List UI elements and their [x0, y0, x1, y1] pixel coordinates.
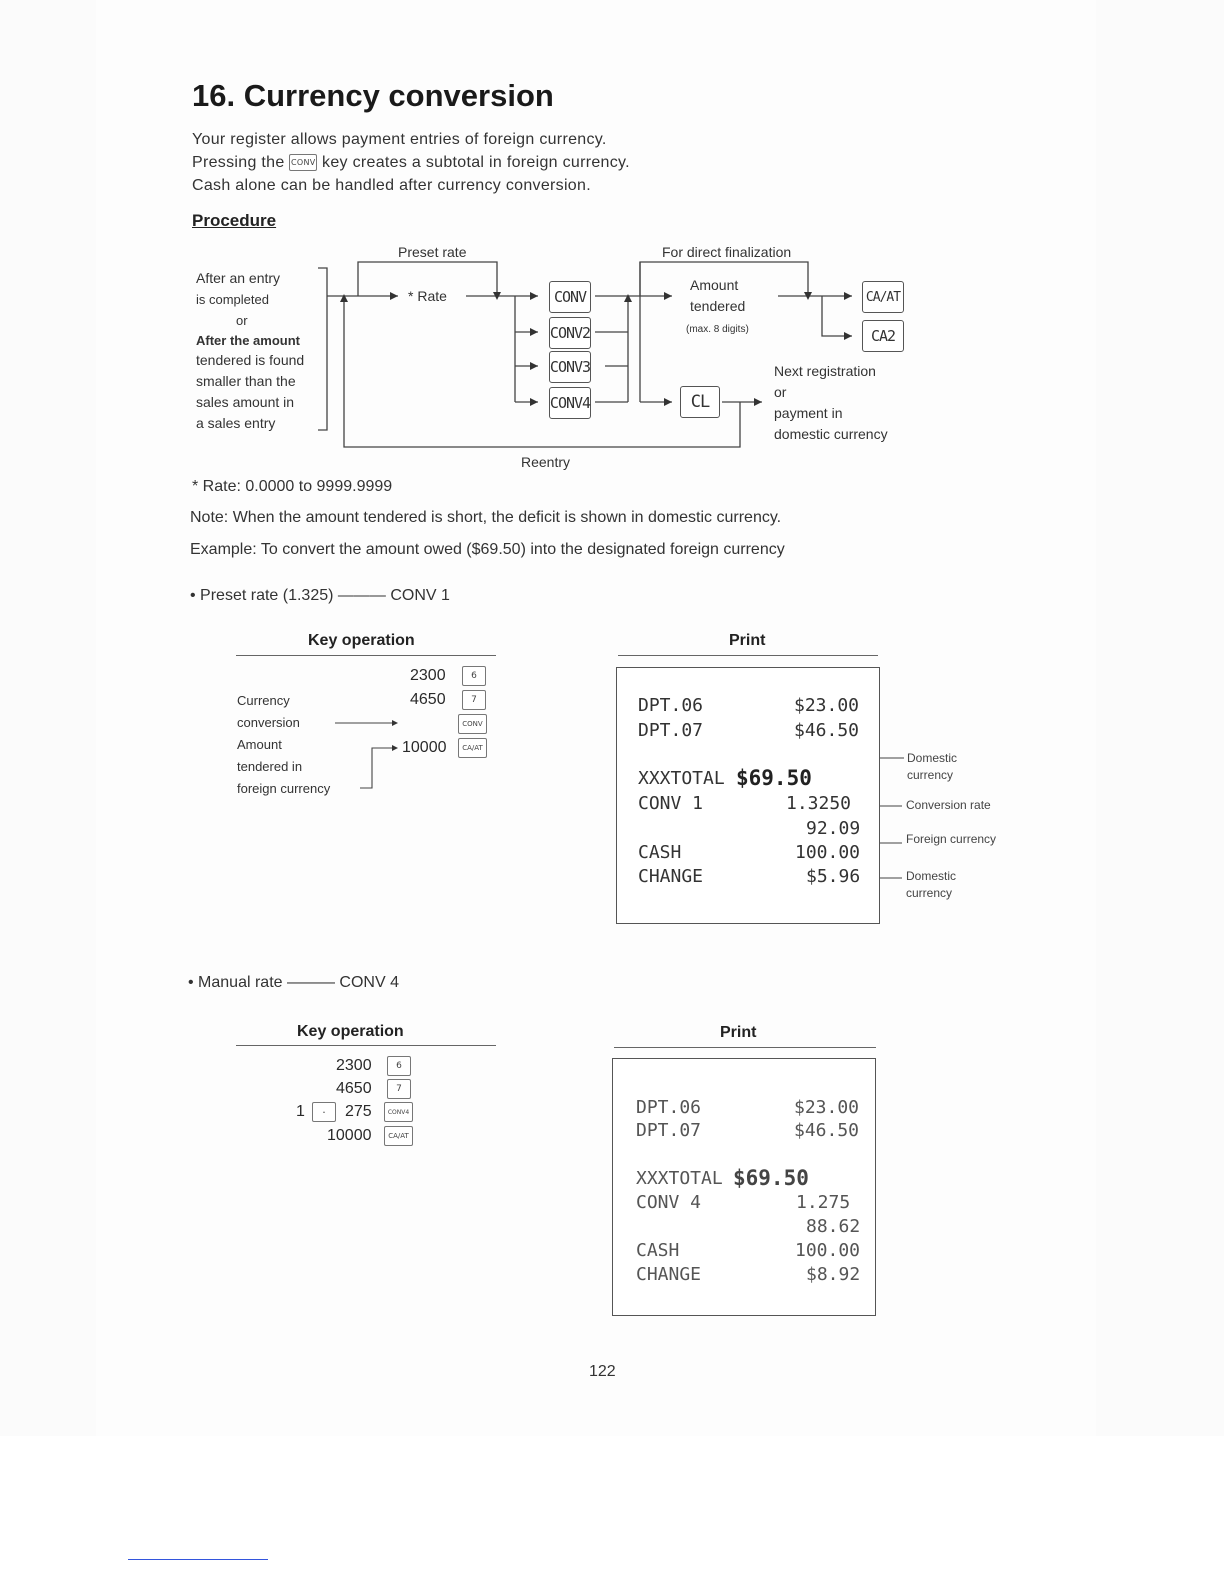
ex2-receipt-row1-left: DPT.06 [636, 1097, 702, 1118]
conv-key-icon: CONV [289, 154, 317, 171]
ex1-receipt-row1-right: $23.00 [794, 695, 860, 716]
ex1-ca-at-key: CA/AT [458, 738, 487, 758]
ex1-receipt-row7-left: CHANGE [638, 866, 704, 887]
ex2-key-prefix: 1 [296, 1103, 305, 1120]
ex2-receipt-row7-left: CHANGE [636, 1264, 702, 1285]
ex2-receipt-row6-left: CASH [636, 1240, 680, 1261]
ex2-receipt-row1-right: $23.00 [794, 1097, 860, 1118]
rate-label: * Rate [408, 288, 447, 304]
conv-key: CONV [549, 281, 591, 313]
ann-conversion-rate: Conversion rate [906, 798, 991, 812]
ex1-label-amount: Amount [237, 737, 282, 752]
ex2-receipt-row5-right: 88.62 [806, 1216, 861, 1237]
next-line-1: Next registration [774, 363, 876, 379]
example2-bullet: • Manual rate ——— CONV 4 [188, 974, 399, 991]
example1-print-header: Print [729, 632, 766, 649]
conv3-key: CONV3 [549, 351, 591, 383]
ex2-key-num-4: 10000 [327, 1127, 372, 1144]
ex1-receipt-row5-right: 92.09 [806, 818, 861, 839]
ex1-dept7-key: 7 [462, 690, 486, 710]
condition-line-3: or [236, 313, 248, 328]
next-line-2: or [774, 384, 787, 400]
ca-at-key: CA/AT [862, 281, 904, 313]
intro-line-2-rest: key creates a subtotal in foreign currency. [322, 154, 630, 171]
ex1-receipt-row2-left: DPT.07 [638, 720, 704, 741]
ann-domestic-1a: Domestic [907, 751, 958, 765]
rate-range-note: * Rate: 0.0000 to 9999.9999 [192, 478, 393, 495]
example-intro: Example: To convert the amount owed ($69.50) into the designated foreign currency [190, 541, 785, 558]
ex2-ca-at-key: CA/AT [384, 1126, 413, 1146]
example2-key-header: Key operation [297, 1023, 404, 1040]
amount-label: Amount [690, 277, 739, 293]
ex1-receipt-row4-left: CONV 1 [638, 793, 704, 814]
intro-line-1: Your register allows payment entries of foreign currency. [192, 131, 607, 148]
condition-line-8: a sales entry [196, 415, 276, 431]
example2-print-header: Print [720, 1024, 757, 1041]
preset-rate-label: Preset rate [398, 244, 467, 260]
page-title: 16. Currency conversion [192, 78, 554, 113]
cl-key: CL [680, 386, 720, 418]
ann-domestic-2a: Domestic [906, 869, 957, 883]
max-digits-label: (max. 8 digits) [686, 324, 749, 335]
direct-finalization-label: For direct finalization [662, 244, 792, 260]
example2-key-rule [236, 1045, 496, 1046]
ex2-receipt-row4-right: 1.275 [796, 1192, 851, 1213]
example2-print-rule [614, 1047, 876, 1048]
ex2-receipt-row6-right: 100.00 [795, 1240, 861, 1261]
ex1-receipt-row6-right: 100.00 [795, 842, 861, 863]
condition-line-4: After the amount [196, 333, 300, 348]
ex2-key-num-3: 275 [345, 1103, 372, 1120]
ex2-receipt-row3-left: XXXTOTAL [636, 1168, 723, 1189]
condition-line-5: tendered is found [196, 352, 305, 368]
ex2-dept7-key: 7 [387, 1079, 411, 1099]
ex2-receipt-row3-right: $69.50 [733, 1166, 809, 1190]
procedure-heading: Procedure [192, 211, 277, 230]
ex1-label-foreign: foreign currency [237, 781, 331, 796]
ex1-receipt-row6-left: CASH [638, 842, 682, 863]
ex2-receipt-row2-right: $46.50 [794, 1120, 860, 1141]
ex2-receipt-row7-right: $8.92 [806, 1264, 861, 1285]
ex1-key-num-4: 10000 [402, 739, 447, 756]
shortfall-note: Note: When the amount tendered is short, the deficit is shown in domestic currency. [190, 509, 782, 526]
footer-link-underline[interactable] [128, 1559, 268, 1560]
ex1-receipt-row3-left: XXXTOTAL [638, 768, 725, 789]
tendered-label: tendered [690, 298, 746, 314]
ex1-label-currency: Currency [237, 693, 290, 708]
ex1-label-conversion: conversion [237, 715, 300, 730]
condition-line-1: After an entry [196, 270, 281, 286]
ca2-key: CA2 [862, 320, 904, 352]
ex1-conv-key: CONV [458, 714, 487, 734]
page-number: 122 [589, 1363, 616, 1380]
ex1-receipt-row2-right: $46.50 [794, 720, 860, 741]
intro-line-3: Cash alone can be handled after currency conversion. [192, 177, 591, 194]
ex2-dept6-key: 6 [387, 1056, 411, 1076]
ex2-decimal-key: · [312, 1102, 336, 1122]
next-line-3: payment in [774, 405, 843, 421]
condition-line-2: is completed [196, 292, 269, 307]
ex2-receipt-row2-left: DPT.07 [636, 1120, 702, 1141]
ex1-receipt-row1-left: DPT.06 [638, 695, 704, 716]
ex1-label-tendered: tendered in [237, 759, 303, 774]
ex2-receipt-row4-left: CONV 4 [636, 1192, 702, 1213]
ex1-receipt-row4-right: 1.3250 [786, 793, 852, 814]
ex1-receipt-row3-right: $69.50 [736, 766, 812, 790]
next-line-4: domestic currency [774, 426, 888, 442]
intro-pressing: Pressing the [192, 154, 285, 171]
condition-line-7: sales amount in [196, 394, 295, 410]
ex2-key-num-2: 4650 [336, 1080, 372, 1097]
conv4-key: CONV4 [549, 387, 591, 419]
ann-foreign-currency: Foreign currency [906, 832, 997, 846]
condition-line-6: smaller than the [196, 373, 296, 389]
example1-bullet: • Preset rate (1.325) ——— CONV 1 [190, 587, 450, 604]
ex1-dept6-key: 6 [462, 666, 486, 686]
conv2-key: CONV2 [549, 317, 591, 349]
reentry-label: Reentry [521, 454, 571, 470]
ex1-key-num-1: 2300 [410, 667, 446, 684]
example1-key-header: Key operation [308, 632, 415, 649]
ex2-key-num-1: 2300 [336, 1057, 372, 1074]
ann-domestic-1b: currency [907, 768, 954, 782]
ex1-key-num-2: 4650 [410, 691, 446, 708]
ann-domestic-2b: currency [906, 886, 953, 900]
ex2-conv4-key: CONV4 [384, 1102, 413, 1122]
ex1-receipt-row7-right: $5.96 [806, 866, 861, 887]
